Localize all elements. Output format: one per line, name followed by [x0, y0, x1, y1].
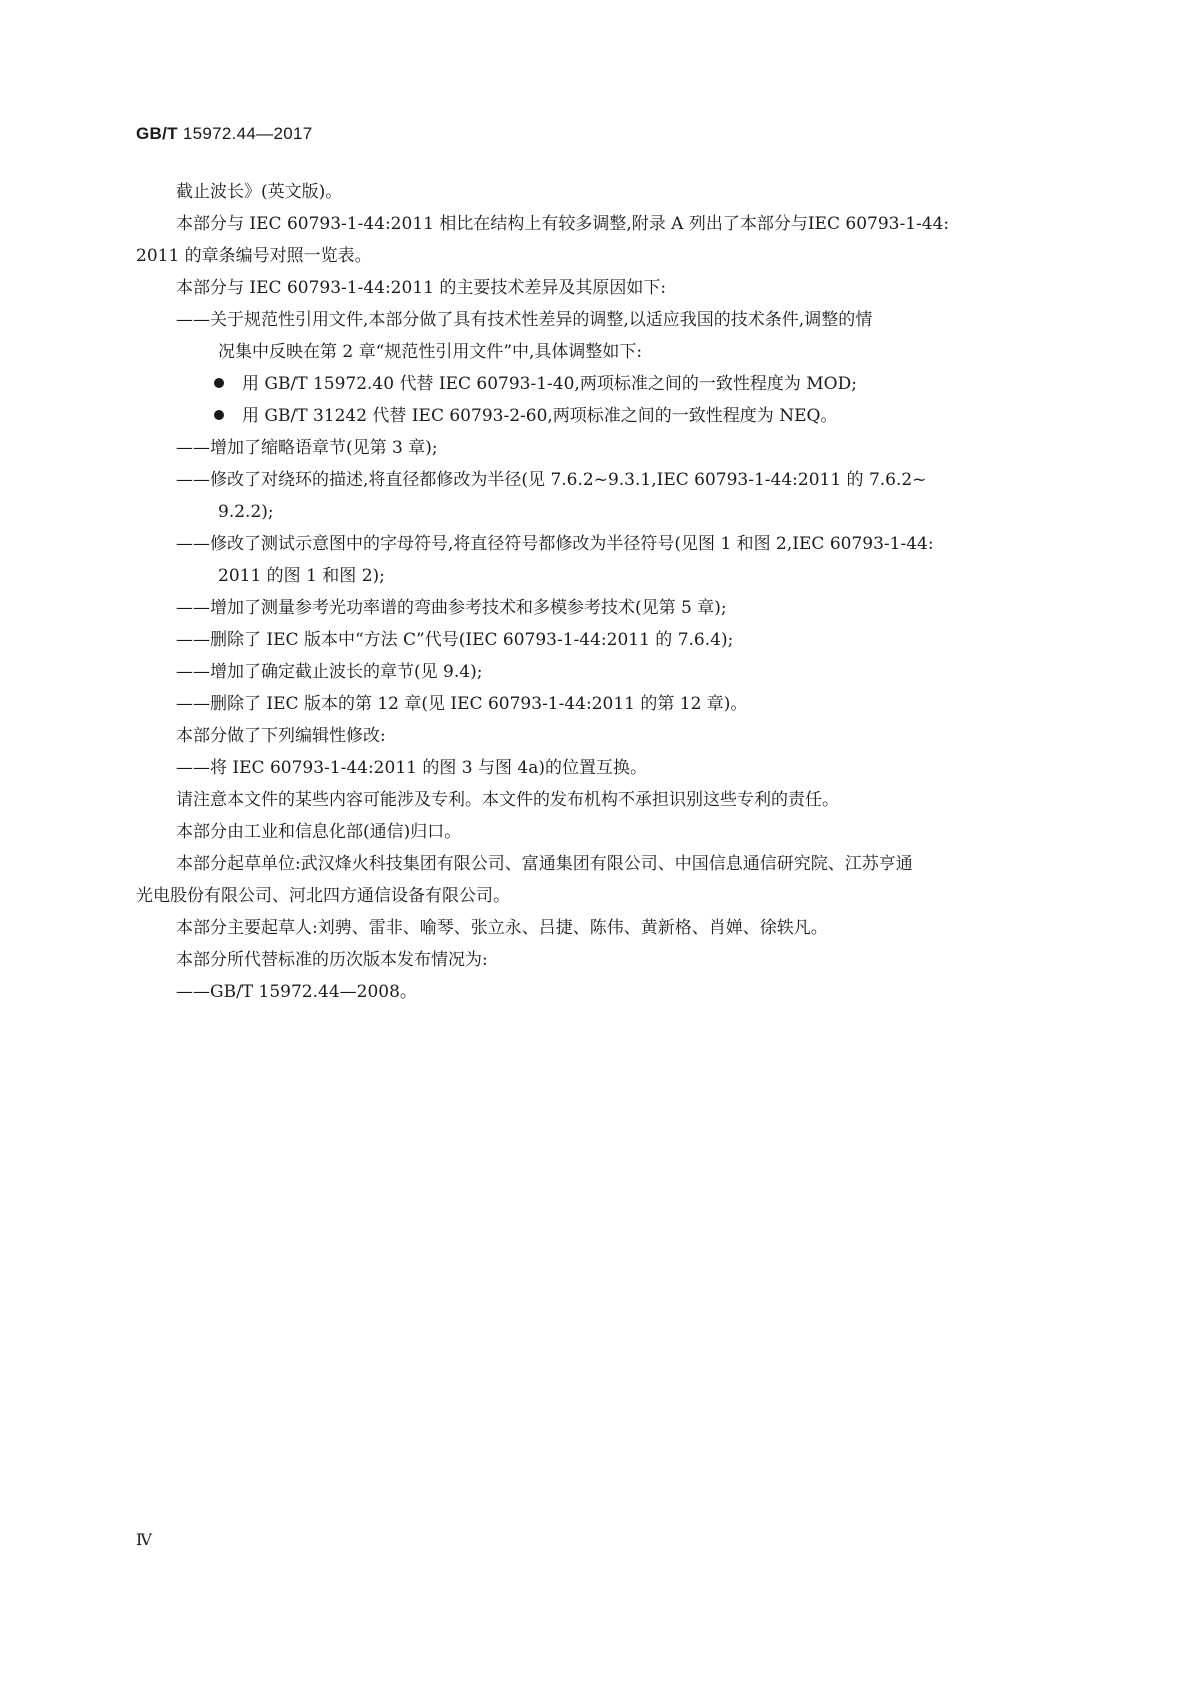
standard-prefix: GB/T — [136, 124, 178, 143]
paragraph-line: 本部分主要起草人:刘骋、雷非、喻琴、张立永、吕捷、陈伟、黄新格、肖婵、徐轶凡。 — [176, 918, 828, 938]
bullet-icon — [214, 378, 224, 388]
paragraph-line: 本部分由工业和信息化部(通信)归口。 — [176, 822, 462, 842]
paragraph-line: 截止波长》(英文版)。 — [176, 182, 343, 202]
dash-list-item: ——增加了确定截止波长的章节(见 9.4); — [176, 662, 483, 682]
paragraph-line: 请注意本文件的某些内容可能涉及专利。本文件的发布机构不承担识别这些专利的责任。 — [176, 790, 839, 810]
dash-list-item: ——增加了测量参考光功率谱的弯曲参考技术和多模参考技术(见第 5 章); — [176, 598, 727, 618]
paragraph-line: 本部分所代替标准的历次版本发布情况为: — [176, 950, 488, 970]
paragraph-line: 本部分起草单位:武汉烽火科技集团有限公司、富通集团有限公司、中国信息通信研究院、江苏亨通 — [176, 854, 913, 874]
bullet-text: 用 GB/T 15972.40 代替 IEC 60793-1-40,两项标准之间的一致性程度为 MOD; — [242, 374, 857, 394]
standard-number: 15972.44—2017 — [182, 124, 313, 143]
dash-list-continuation: 2011 的图 1 和图 2); — [218, 566, 385, 586]
bullet-text: 用 GB/T 31242 代替 IEC 60793-2-60,两项标准之间的一致性程度为 NEQ。 — [242, 406, 838, 426]
paragraph-line: 本部分做了下列编辑性修改: — [176, 726, 386, 746]
document-header — [136, 124, 312, 144]
dash-list-item: ——关于规范性引用文件,本部分做了具有技术性差异的调整,以适应我国的技术条件,调整的情 — [176, 310, 873, 330]
dash-list-item: ——修改了对绕环的描述,将直径都修改为半径(见 7.6.2~9.3.1,IEC 60793-1-44:2011 的 7.6.2~ — [176, 470, 927, 490]
dash-list-item: ——删除了 IEC 版本的第 12 章(见 IEC 60793-1-44:2011 的第 12 章)。 — [176, 694, 748, 714]
dash-list-continuation: 9.2.2); — [218, 502, 274, 522]
paragraph-line: 本部分与 IEC 60793-1-44:2011 相比在结构上有较多调整,附录 A 列出了本部分与IEC 60793-1-44: — [176, 214, 950, 234]
dash-list-item: ——将 IEC 60793-1-44:2011 的图 3 与图 4a)的位置互换。 — [176, 758, 647, 778]
paragraph-line: 光电股份有限公司、河北四方通信设备有限公司。 — [136, 886, 510, 906]
paragraph-line: 本部分与 IEC 60793-1-44:2011 的主要技术差异及其原因如下: — [176, 278, 667, 298]
dash-list-item: ——删除了 IEC 版本中“方法 C”代号(IEC 60793-1-44:2011 的 7.6.4); — [176, 630, 734, 650]
dash-list-item: ——修改了测试示意图中的字母符号,将直径符号都修改为半径符号(见图 1 和图 2,IEC 60793-1-44: — [176, 534, 934, 554]
document-body — [136, 176, 1066, 1008]
dash-list-item: ——GB/T 15972.44—2008。 — [176, 982, 417, 1002]
paragraph-line: 2011 的章条编号对照一览表。 — [136, 246, 372, 266]
dash-list-continuation: 况集中反映在第 2 章“规范性引用文件”中,具体调整如下: — [218, 342, 643, 362]
bullet-icon — [214, 410, 224, 420]
bullet-list-item — [136, 368, 1066, 400]
page-number: Ⅳ — [136, 1530, 152, 1549]
bullet-list-item — [136, 400, 1066, 432]
dash-list-item: ——增加了缩略语章节(见第 3 章); — [176, 438, 438, 458]
